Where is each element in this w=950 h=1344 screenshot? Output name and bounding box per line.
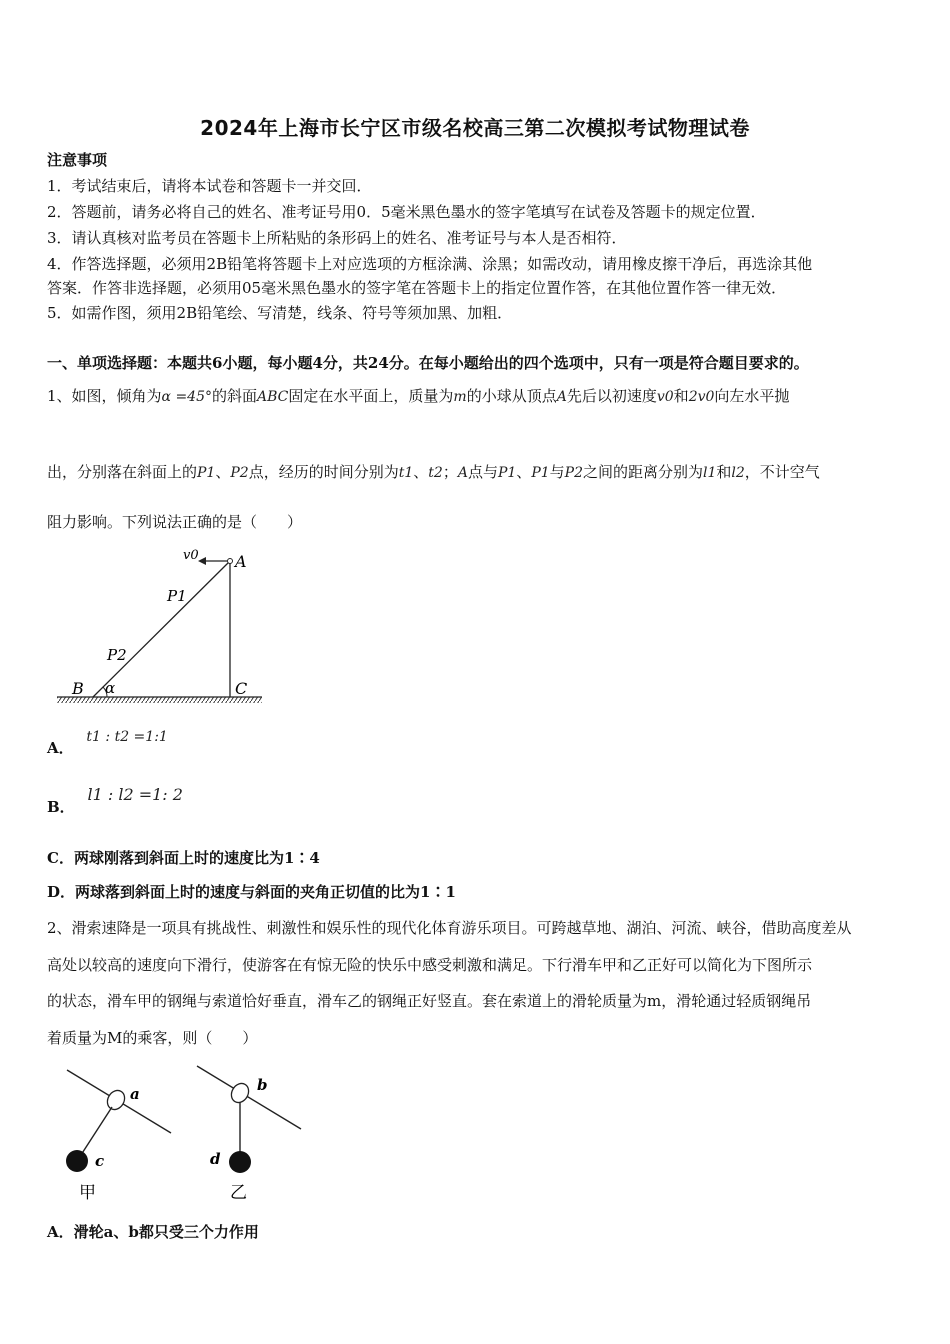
ground-hatch — [57, 697, 262, 703]
notice-item: 3．请认真核对监考员在答题卡上所粘贴的条形码上的姓名、准考证号与本人是否相符． — [47, 229, 627, 247]
label-v0: v0 — [183, 548, 199, 563]
notice-item: 2．答题前，请务必将自己的姓名、准考证号用0．5毫米黑色墨水的签字笔填写在试卷及答题卡的规定位置． — [47, 203, 766, 221]
q1-line1: 1、如图，倾角为α =45°的斜面ABC固定在水平面上，质量为m的小球从顶点A先后以初速度v0和2v0向左水平抛 — [47, 387, 790, 405]
label-c: c — [95, 1152, 105, 1170]
option-d: D．两球落到斜面上时的速度与斜面的夹角正切值的比为1∶1 — [47, 883, 456, 901]
page-title: 2024年上海市长宁区市级名校高三第二次模拟考试物理试卷 — [200, 116, 750, 140]
q2-line: 的状态，滑车甲的钢绳与索道恰好垂直，滑车乙的钢绳正好竖直。套在索道上的滑轮质量为m，滑轮通过轻质钢绳吊 — [47, 992, 812, 1010]
q1-line3: 阻力影响。下列说法正确的是（ ） — [47, 513, 303, 531]
label-yi: 乙 — [230, 1183, 247, 1203]
notice-item: 4．作答选择题，必须用2B铅笔将答题卡上对应选项的方框涂满、涂黑；如需改动，请用橡皮擦干净后，再选涂其他 — [47, 255, 813, 273]
label-b: b — [257, 1076, 268, 1094]
label-P1: P1 — [167, 587, 187, 605]
option-c: C．两球刚落到斜面上时的速度比为1∶4 — [47, 849, 320, 867]
label-A: A — [235, 552, 247, 571]
q2-line: 2、滑索速降是一项具有挑战性、刺激性和娱乐性的现代化体育游乐项目。可跨越草地、湖泊、河流、峡谷，借助高度差从 — [47, 919, 852, 937]
label-jia: 甲 — [79, 1183, 96, 1203]
rope-jia — [79, 1107, 112, 1158]
option-a: A． t1 : t2 =1:1 — [47, 729, 168, 757]
label-d: d — [210, 1150, 221, 1168]
q2-line: 着质量为M的乘客，则（ ） — [47, 1029, 258, 1047]
section-heading: 一、单项选择题：本题共6小题，每小题4分，共24分。在每小题给出的四个选项中，只有一项是符合题目要求的。 — [47, 354, 809, 372]
q1-line2: 出，分别落在斜面上的P1、P2点，经历的时间分别为t1、t2；A点与P1、P1与P2之间的距离分别为l1和l2，不计空气 — [47, 463, 820, 481]
notice-heading: 注意事项 — [47, 151, 108, 169]
label-P2: P2 — [107, 646, 127, 664]
passenger-c — [66, 1150, 88, 1172]
q2-option-a: A．滑轮a、b都只受三个力作用 — [47, 1223, 259, 1241]
option-b: B． l1 : l2 =1: 2 — [47, 785, 183, 816]
label-alpha: α — [105, 679, 116, 697]
q2-line: 高处以较高的速度向下滑行，使游客在有惊无险的快乐中感受刺激和满足。下行滑车甲和乙正好可以简化为下图所示 — [47, 956, 813, 974]
incline-line — [93, 561, 230, 697]
pulley-b — [228, 1080, 252, 1105]
cable-yi — [197, 1066, 301, 1129]
label-C: C — [235, 679, 248, 698]
label-B: B — [72, 679, 84, 698]
zipline-diagram — [55, 1058, 315, 1208]
velocity-arrowhead — [198, 557, 206, 565]
passenger-d — [229, 1151, 251, 1173]
notice-item: 答案．作答非选择题，必须用05毫米黑色墨水的签字笔在答题卡上的指定位置作答，在其他位置作答一律无效． — [47, 279, 787, 297]
notice-item: 5．如需作图，须用2B铅笔绘、写清楚，线条、符号等须加黑、加粗． — [47, 304, 513, 322]
alpha-expression: α =45° — [161, 389, 212, 405]
label-a: a — [130, 1085, 140, 1103]
pulley-a — [104, 1087, 128, 1112]
incline-diagram — [55, 545, 270, 705]
notice-item: 1．考试结束后，请将本试卷和答题卡一并交回． — [47, 177, 372, 195]
launch-point — [228, 559, 233, 564]
